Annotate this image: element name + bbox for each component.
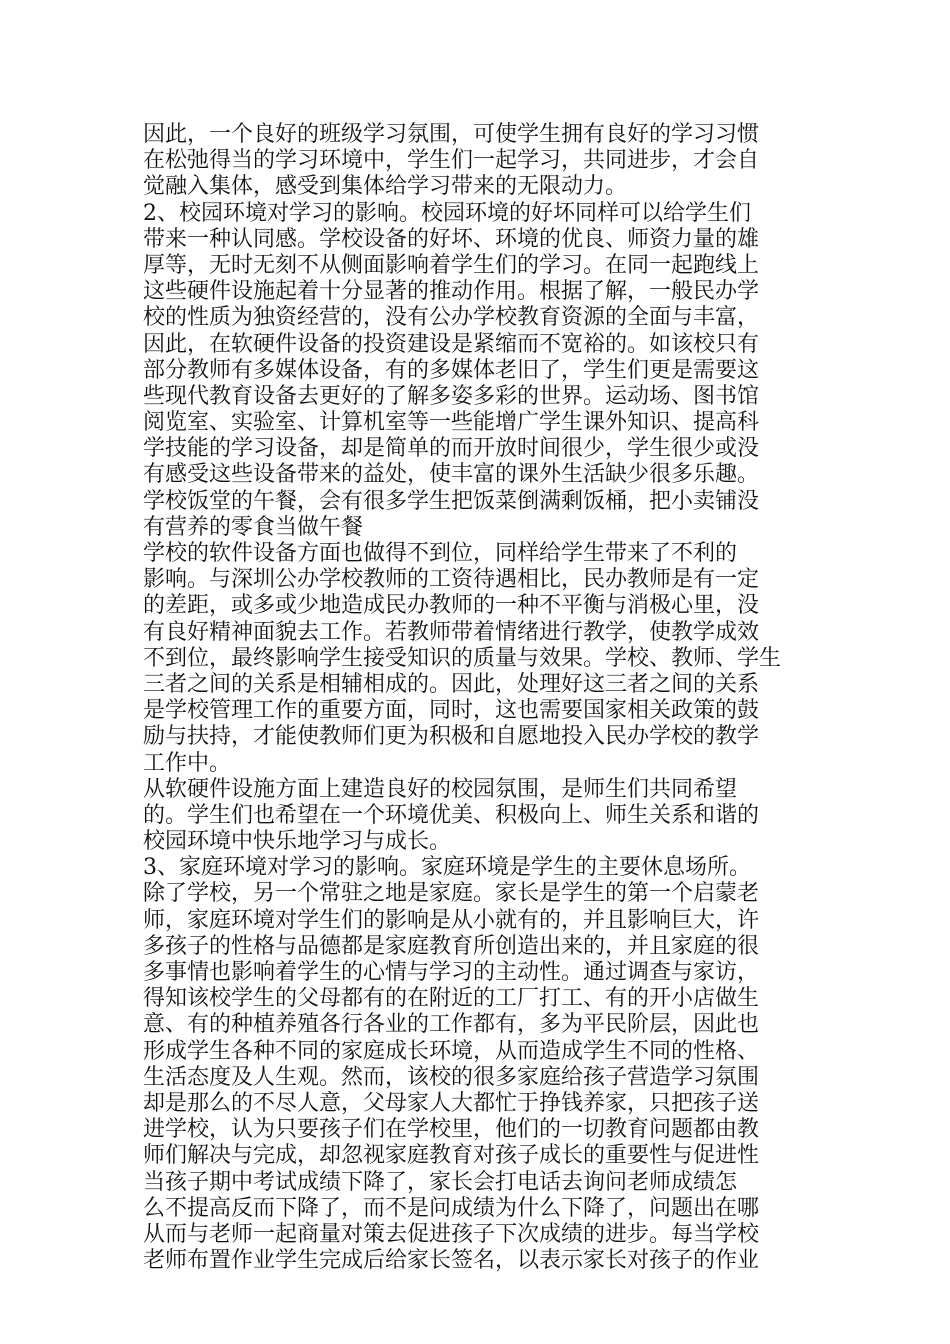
- text-line: 影响。与深圳公办学校教师的工资待遇相比，民办教师是有一定: [143, 567, 760, 593]
- text-line: 是学校管理工作的重要方面，同时，这也需要国家相关政策的鼓: [143, 698, 760, 724]
- text-line: 得知该校学生的父母都有的在附近的工厂打工、有的开小店做生: [143, 986, 760, 1012]
- text-line: 2、校园环境对学习的影响。校园环境的好坏同样可以给学生们: [143, 200, 751, 226]
- text-line: 老师布置作业学生完成后给家长签名，以表示家长对孩子的作业: [143, 1248, 760, 1274]
- text-line: 形成学生各种不同的家庭成长环境，从而造成学生不同的性格、: [143, 1038, 760, 1064]
- text-line: 的。学生们也希望在一个环境优美、积极向上、师生关系和谐的: [143, 802, 760, 828]
- text-line: 校的性质为独资经营的，没有公办学校教育资源的全面与丰富，: [143, 305, 760, 331]
- text-line: 从软硬件设施方面上建造良好的校园氛围，是师生们共同希望: [143, 776, 738, 802]
- text-line: 阅览室、实验室、计算机室等一些能增广学生课外知识、提高科: [143, 410, 760, 436]
- text-line: 工作中。: [143, 750, 232, 776]
- text-line: 不到位，最终影响学生接受知识的质量与效果。学校、教师、学生: [143, 645, 782, 671]
- text-line: 这些硬件设施起着十分显著的推动作用。根据了解，一般民办学: [143, 279, 760, 305]
- text-line: 有感受这些设备带来的益处，使丰富的课外生活缺少很多乐趣。: [143, 462, 760, 488]
- text-line: 多事情也影响着学生的心情与学习的主动性。通过调查与家访，: [143, 960, 760, 985]
- text-line: 厚等，无时无刻不从侧面影响着学生们的学习。在同一起跑线上: [143, 252, 760, 278]
- text-line: 因此，一个良好的班级学习氛围，可使学生拥有良好的学习习惯: [143, 122, 760, 147]
- text-line: 多孩子的性格与品德都是家庭教育所创造出来的，并且家庭的很: [143, 933, 760, 959]
- text-line: 从而与老师一起商量对策去促进孩子下次成绩的进步。每当学校: [143, 1221, 760, 1247]
- text-line: 当孩子期中考试成绩下降了，家长会打电话去询问老师成绩怎: [143, 1169, 738, 1195]
- text-line: 觉融入集体，感受到集体给学习带来的无限动力。: [143, 174, 628, 200]
- text-line: 学技能的学习设备，却是简单的而开放时间很少，学生很少或没: [143, 436, 760, 462]
- text-line: 在松弛得当的学习环境中，学生们一起学习，共同进步，才会自: [143, 148, 760, 174]
- text-line: 有良好精神面貌去工作。若教师带着情绪进行教学，使教学成效: [143, 619, 760, 645]
- text-line: 3、家庭环境对学习的影响。家庭环境是学生的主要休息场所。: [143, 855, 751, 881]
- text-line: 意、有的种植养殖各行各业的工作都有，多为平民阶层，因此也: [143, 1012, 760, 1038]
- text-line: 除了学校，另一个常驻之地是家庭。家长是学生的第一个启蒙老: [143, 881, 760, 907]
- text-line: 带来一种认同感。学校设备的好坏、环境的优良、师资力量的雄: [143, 226, 760, 252]
- text-line: 生活态度及人生观。然而，该校的很多家庭给孩子营造学习氛围: [143, 1064, 760, 1090]
- text-line: 却是那么的不尽人意，父母家人大都忙于挣钱养家，只把孩子送: [143, 1090, 760, 1116]
- text-line: 有营养的零食当做午餐: [143, 514, 364, 540]
- text-line: 进学校，认为只要孩子们在学校里，他们的一切教育问题都由教: [143, 1117, 760, 1143]
- text-line: 学校的软件设备方面也做得不到位，同样给学生带来了不利的: [143, 541, 738, 566]
- text-line: 师们解决与完成，却忽视家庭教育对孩子成长的重要性与促进性: [143, 1143, 760, 1169]
- text-line: 三者之间的关系是相辅相成的。因此，处理好这三者之间的关系: [143, 671, 760, 697]
- text-line: 些现代教育设备去更好的了解多姿多彩的世界。运动场、图书馆: [143, 383, 760, 409]
- text-line: 么不提高反而下降了，而不是问成绩为什么下降了，问题出在哪: [143, 1195, 760, 1221]
- text-line: 的差距，或多或少地造成民办教师的一种不平衡与消极心里，没: [143, 593, 760, 619]
- text-line: 励与扶持，才能使教师们更为积极和自愿地投入民办学校的教学: [143, 724, 760, 750]
- text-line: 因此，在软硬件设备的投资建设是紧缩而不宽裕的。如该校只有: [143, 331, 760, 357]
- text-line: 校园环境中快乐地学习与成长。: [143, 829, 452, 855]
- text-line: 学校饭堂的午餐，会有很多学生把饭菜倒满剩饭桶，把小卖铺没: [143, 488, 760, 514]
- text-line: 部分教师有多媒体设备，有的多媒体老旧了，学生们更是需要这: [143, 357, 760, 383]
- text-line: 师，家庭环境对学生们的影响是从小就有的，并且影响巨大，许: [143, 907, 760, 933]
- document-body: [143, 122, 815, 1274]
